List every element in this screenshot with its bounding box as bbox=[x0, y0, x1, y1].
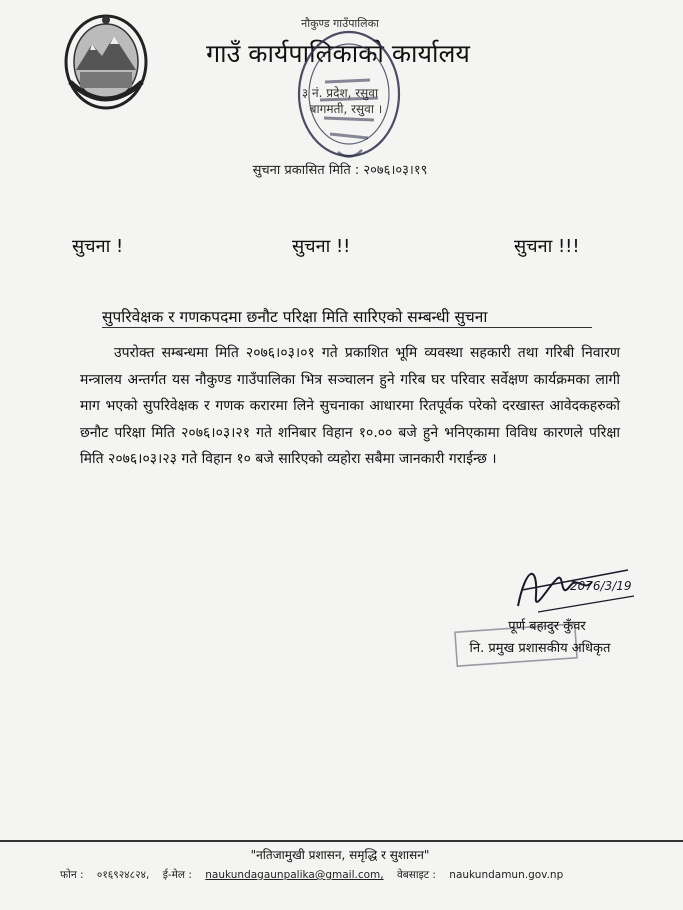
published-date: सुचना प्रकासित मिति : २०७६।०३।१९ bbox=[252, 163, 428, 178]
signatory-name: पूर्ण बहादुर कुँवर bbox=[508, 619, 586, 634]
handwritten-date: 2076/3/19 bbox=[570, 579, 632, 593]
footer-divider bbox=[0, 840, 683, 842]
address-line-2: बागमती, रसुवा । bbox=[309, 102, 383, 116]
notice-body: उपरोक्त सम्बन्धमा मिति २०७६।०३।०१ गते प्रकाशित भूमि व्यवस्था सहकारी तथा गरिबी निवारण मन्त्रालय अन्तर्गत यस नौकुण्ड गाउँपालिका भित्र सञ्चालन हुने गरिब घर परिवार सर्वेक्षण कार्यक्रमका लागी माग भएको सुपरिवेक्षक र गणक करारमा लिने सुचनाका आधारमा रितपूर्वक परेको दरखास्त आवेदकहरुको छनौट परिक्षा मिति २०७६।०३।२१ गते शनिबार विहान १०.०० बजे हुने भनिएकामा विविध कारणले परिक्षा मिति २०७६।०३।२३ गते विहान १० बजे सारिएको व्यहोरा सबैमा जानकारी गराईन्छ । bbox=[80, 345, 620, 467]
office-seal-stamp-icon bbox=[290, 22, 408, 172]
office-title: गाउँ कार्यपालिकाको कार्यालय bbox=[206, 39, 470, 68]
handwritten-signature-icon bbox=[508, 556, 640, 618]
subject-underline bbox=[102, 327, 592, 328]
notice-subject: सुपरिवेक्षक र गणकपदमा छनौट परिक्षा मिति सारिएको सम्बन्धी सुचना bbox=[102, 308, 488, 326]
notice-word-1: सुचना ! bbox=[72, 236, 124, 257]
address-line: ३ नं. प्रदेश, रसुवा bbox=[301, 86, 379, 100]
website-link[interactable]: naukundamun.gov.np bbox=[449, 869, 564, 881]
notice-word-3: सुचना !!! bbox=[514, 236, 580, 257]
footer-contact bbox=[60, 868, 660, 882]
notice-word-2: सुचना !! bbox=[292, 236, 351, 257]
signatory-title: नि. प्रमुख प्रशासकीय अधिकृत bbox=[469, 641, 611, 656]
nepal-emblem-icon bbox=[62, 12, 150, 112]
footer-motto: "नतिजामुखी प्रशासन, समृद्धि र सुशासन" bbox=[250, 848, 430, 862]
email-label: ई-मेल : bbox=[162, 869, 192, 881]
website-label: वेबसाइट : bbox=[396, 869, 436, 881]
email-link[interactable]: naukundagaunpalika@gmail.com, bbox=[205, 869, 384, 881]
phone-number: ०१६९२४८२४, bbox=[96, 869, 150, 881]
phone-label: फोन : bbox=[60, 869, 84, 881]
municipality-name-top: नौकुण्ड गाउँपालिका bbox=[301, 17, 379, 30]
